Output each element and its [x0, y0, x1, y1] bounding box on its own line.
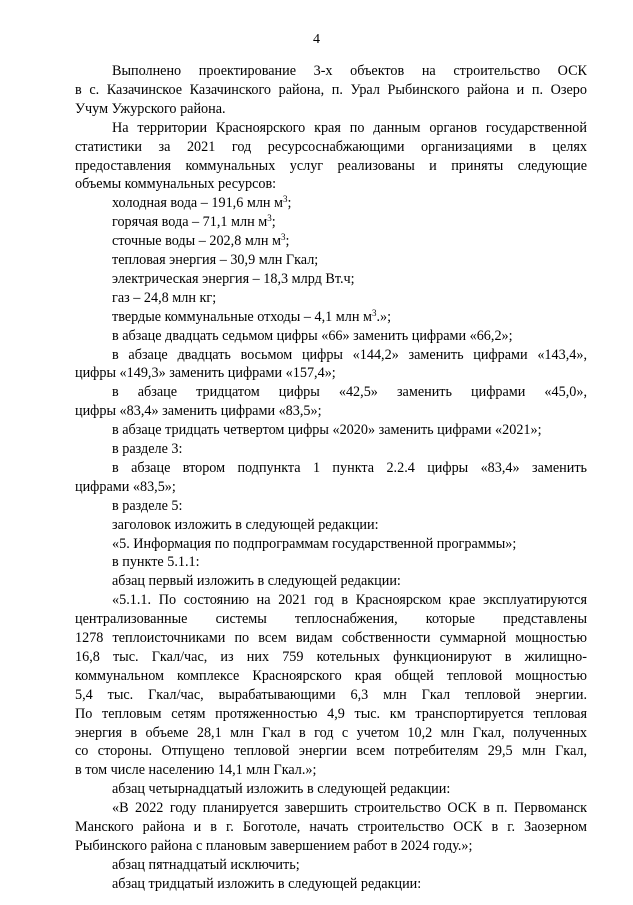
text-line: На территории Красноярского края по данным органов государственной — [112, 119, 587, 136]
text-line: в абзаце двадцать седьмом цифры «66» заменить цифрами «66,2»; — [112, 327, 513, 344]
text-line: заголовок изложить в следующей редакции: — [112, 516, 379, 533]
text-line: энергия в объеме 28,1 млн Гкал в год с учетом 10,2 млн Гкал, полученных — [75, 724, 587, 741]
text-line: Рыбинского района с плановым завершением работ в 2024 году.»; — [75, 837, 473, 854]
text-line: абзац четырнадцатый изложить в следующей редакции: — [112, 781, 451, 798]
text-line: в пункте 5.1.1: — [112, 554, 200, 571]
text-line: в абзаце двадцать восьмом цифры «144,2» заменить цифрами «143,4», — [112, 346, 587, 363]
text-line: абзац пятнадцатый исключить; — [112, 856, 300, 873]
text-line: Учум Ужурского района. — [75, 100, 226, 117]
text-line: со стороны. Отпущено тепловой энергии всем потребителям 29,5 млн Гкал, — [75, 743, 587, 760]
text-line: 1278 теплоисточниками по всем видам собственности суммарной мощностью — [75, 630, 587, 646]
text-line: объемы коммунальных ресурсов: — [75, 176, 277, 193]
text-line: в абзаце тридцатом цифры «42,5» заменить цифрами «45,0», — [112, 384, 587, 401]
page-number: 4 — [313, 32, 320, 47]
text-line: цифры «83,4» заменить цифрами «83,5»; — [75, 403, 322, 420]
text-line: «В 2022 году планируется завершить строительство ОСК в п. Первоманск — [112, 800, 587, 817]
text-line: в с. Казачинское Казачинского района, п. Урал Рыбинского района и п. Озеро — [75, 81, 587, 98]
resource-line: газ – 24,8 млн кг; — [112, 289, 217, 306]
text-line: «5. Информация по подпрограммам государственной программы»; — [112, 535, 517, 552]
text-line: 16,8 тыс. Гкал/час, из них 759 котельных функционируют в жилищно- — [75, 648, 587, 665]
text-line: в разделе 5: — [112, 497, 183, 514]
text-line: в абзаце втором подпункта 1 пункта 2.2.4 цифры «83,4» заменить — [112, 459, 587, 476]
resource-line: холодная вода – 191,6 млн $м^3$; — [112, 194, 292, 212]
text-line: абзац тридцатый изложить в следующей редакции: — [112, 875, 422, 892]
text-line: в том числе населению 14,1 млн Гкал.»; — [75, 762, 317, 779]
text-line: коммунальном комплексе Красноярского края общей тепловой мощностью — [75, 667, 587, 684]
text-line: 5,4 тыс. Гкал/час, вырабатывающими 6,3 млн Гкал тепловой энергии. — [75, 686, 587, 703]
text-line: цифры «149,3» заменить цифрами «157,4»; — [75, 365, 336, 382]
text-line: «5.1.1. По состоянию на 2021 год в Красноярском крае эксплуатируются — [112, 592, 587, 609]
resource-line: тепловая энергия – 30,9 млн Гкал; — [112, 252, 319, 268]
text-line: статистики за 2021 год ресурсоснабжающими организациями в целях — [75, 138, 587, 155]
text-line: предоставления коммунальных услуг реализованы и приняты следующие — [75, 157, 587, 174]
resource-line: твердые коммунальные отходы – 4,1 млн $м^3$.»; — [112, 307, 392, 325]
resource-line: горячая вода – 71,1 млн $м^3$; — [112, 213, 276, 231]
resource-line: электрическая энергия – 18,3 млрд Вт.ч; — [112, 270, 355, 287]
text-line: Выполнено проектирование 3-х объектов на строительство ОСК — [112, 63, 587, 79]
text-line: в разделе 3: — [112, 441, 183, 457]
text-line: абзац первый изложить в следующей редакции: — [112, 573, 401, 590]
text-line: цифрами «83,5»; — [75, 478, 176, 495]
text-line: централизованные системы теплоснабжения, которые представлены — [75, 611, 587, 628]
text-line: Манского района и в г. Боготоле, начать строительство ОСК в г. Заозерном — [75, 819, 587, 835]
resource-line: сточные воды – 202,8 млн $м^3$; — [112, 232, 290, 250]
text-line: По тепловым сетям протяженностью 4,9 тыс. км транспортируется тепловая — [75, 705, 587, 722]
text-line: в абзаце тридцать четвертом цифры «2020» заменить цифрами «2021»; — [112, 422, 542, 439]
